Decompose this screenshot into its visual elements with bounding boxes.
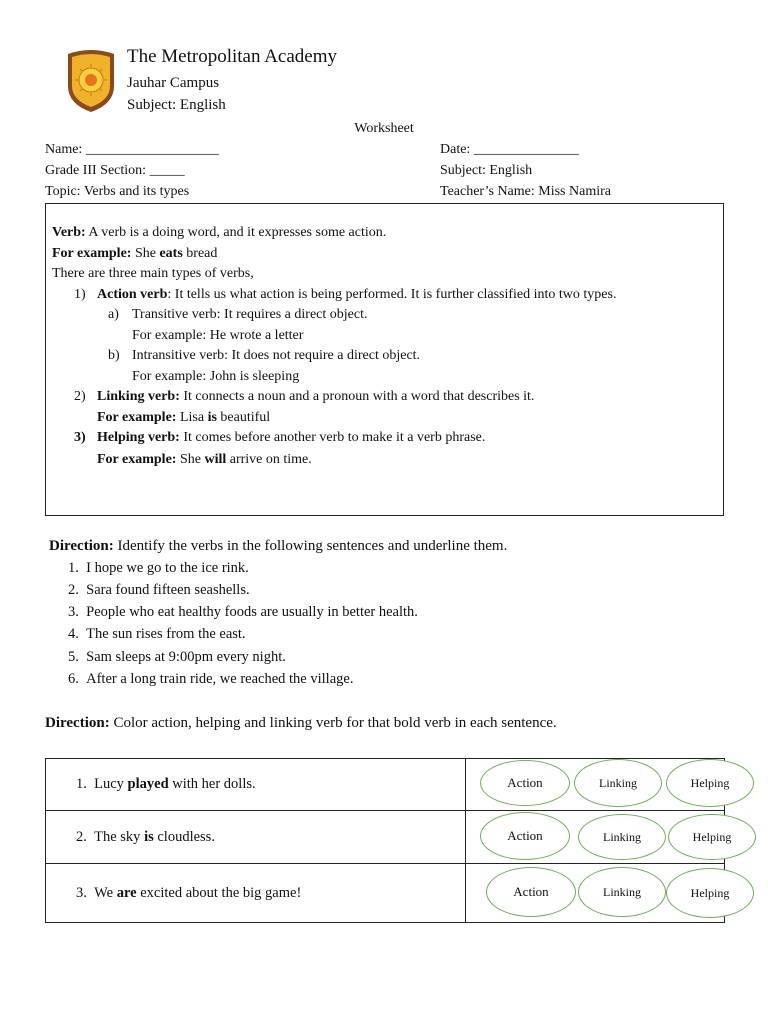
sentence-cell: 3. We are excited about the big game! — [46, 864, 466, 923]
type-3-number: 3) — [74, 430, 86, 445]
type-1a-example: For example: He wrote a letter — [132, 328, 304, 343]
notes-box — [45, 203, 724, 516]
type-1-number: 1) — [74, 287, 86, 302]
type-1-action-verb: Action verb: It tells us what action is being performed. It is further classified into two types. — [97, 287, 617, 302]
school-logo — [64, 48, 118, 114]
sentence-cell: 2. The sky is cloudless. — [46, 811, 466, 864]
campus-name: Jauhar Campus — [127, 75, 220, 91]
action-oval[interactable]: Action — [480, 760, 570, 806]
sentence-number: 2. — [76, 828, 87, 845]
school-name: The Metropolitan Academy — [127, 46, 337, 67]
type-1b-number: b) — [108, 348, 120, 363]
action-oval[interactable]: Action — [480, 812, 570, 860]
name-field[interactable]: Name: ___________________ — [45, 142, 219, 157]
question-1: 1. I hope we go to the ice rink. — [68, 560, 249, 576]
type-2-linking-verb: Linking verb: It connects a noun and a pronoun with a word that describes it. — [97, 389, 535, 404]
teacher-name: Teacher’s Name: Miss Namira — [440, 184, 611, 199]
options-cell — [466, 864, 730, 923]
type-1a-transitive: Transitive verb: It requires a direct object. — [132, 307, 368, 322]
type-1a-number: a) — [108, 307, 119, 322]
type-2-number: 2) — [74, 389, 86, 404]
helping-oval[interactable]: Helping — [666, 759, 754, 807]
linking-oval[interactable]: Linking — [574, 759, 662, 807]
type-1b-intransitive: Intransitive verb: It does not require a direct object. — [132, 348, 421, 363]
helping-oval[interactable]: Helping — [668, 814, 756, 860]
verb-definition: Verb: A verb is a doing word, and it expresses some action. — [52, 225, 387, 240]
question-4: 4. The sun rises from the east. — [68, 626, 246, 642]
options-cell — [466, 811, 732, 864]
action-oval[interactable]: Action — [486, 867, 576, 917]
question-2: 2. Sara found fifteen seashells. — [68, 582, 250, 598]
date-field[interactable]: Date: _______________ — [440, 142, 579, 157]
linking-oval[interactable]: Linking — [578, 867, 666, 917]
topic: Topic: Verbs and its types — [45, 184, 190, 199]
sentence-cell: 1. Lucy played with her dolls. — [46, 759, 466, 811]
type-1b-example: For example: John is sleeping — [132, 369, 300, 384]
bold-verb: played — [127, 776, 169, 792]
sentence-number: 3. — [76, 884, 87, 901]
direction-1: Direction: Identify the verbs in the following sentences and underline them. — [49, 538, 508, 554]
table-row — [46, 811, 725, 864]
question-3: 3. People who eat healthy foods are usually in better health. — [68, 604, 418, 620]
table-row — [46, 864, 725, 923]
header-subject: Subject: English — [127, 97, 226, 113]
sentence-number: 1. — [76, 776, 87, 792]
grade-section-field[interactable]: Grade III Section: _____ — [45, 163, 185, 178]
type-3-helping-verb: Helping verb: It comes before another verb to make it a verb phrase. — [97, 430, 486, 445]
info-subject: Subject: English — [440, 163, 533, 178]
worksheet-title: Worksheet — [354, 121, 414, 136]
helping-oval[interactable]: Helping — [666, 868, 754, 918]
types-intro: There are three main types of verbs, — [52, 266, 254, 281]
question-6: 6. After a long train ride, we reached the village. — [68, 671, 354, 687]
verb-example: For example: She eats bread — [52, 246, 218, 261]
type-2-example: For example: Lisa is beautiful — [97, 410, 271, 425]
verb-type-table — [45, 758, 732, 923]
linking-oval[interactable]: Linking — [578, 814, 666, 860]
direction-2: Direction: Color action, helping and linking verb for that bold verb in each sentence. — [45, 715, 557, 731]
question-5: 5. Sam sleeps at 9:00pm every night. — [68, 649, 286, 665]
table-row — [46, 759, 725, 811]
type-3-example: For example: She will arrive on time. — [97, 452, 312, 467]
bold-verb: are — [116, 884, 137, 901]
bold-verb: is — [144, 828, 154, 845]
options-cell — [466, 759, 730, 811]
